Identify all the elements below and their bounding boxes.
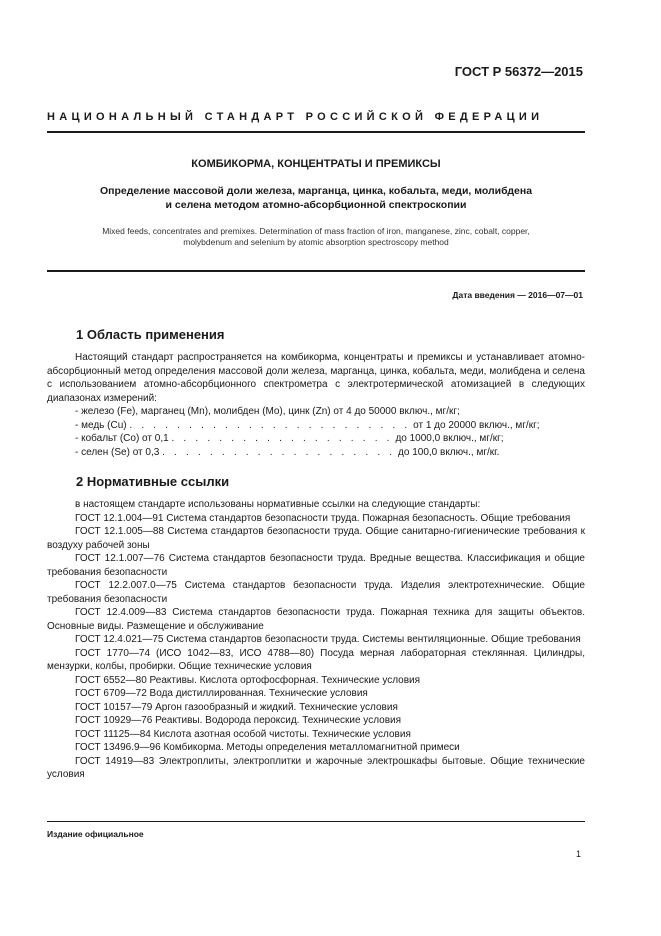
normative-reference: ГОСТ 6709—72 Вода дистиллированная. Технические условия [75, 688, 368, 699]
document-subtitle [47, 184, 585, 212]
normative-reference: ГОСТ 12.4.021—75 Система стандартов безопасности труда. Системы вентиляционные. Общие требования [75, 634, 581, 645]
normative-reference: ГОСТ 11125—84 Кислота азотная особой чистоты. Технические условия [75, 728, 411, 740]
range-label: - медь (Cu) [75, 419, 127, 431]
english-title-line-1: Mixed feeds, concentrates and premixes. Determination of mass fraction of iron, manganese, zinc, cobalt, copper, [102, 226, 530, 236]
normative-reference: ГОСТ 12.1.005—88 Система стандартов безопасности труда. Общие санитарно-гигиенические требования к воздуху рабочей зоны [47, 526, 585, 551]
section-2-body [47, 498, 585, 782]
page-number: 1 [576, 849, 582, 859]
section-1-paragraph: Настоящий стандарт распространяется на комбикорма, концентраты и премиксы и устанавливает атомно-абсорбционный метод определения массовой доли железа, марганца, цинка, кобальта, меди, молибдена и селена с использованием атомно-абсорбционного спектрометра с электротермической атомизацией в следующих диапазонах измерений: [47, 352, 585, 404]
normative-reference: ГОСТ 1770—74 (ИСО 1042—83, ИСО 4788—80) Посуда мерная лабораторная стеклянная. Цилиндры, мензурки, колбы, пробирки. Общие технические условия [47, 647, 585, 672]
normative-reference: ГОСТ 13496.9—96 Комбикорма. Методы определения металломагнитной примеси [75, 742, 460, 753]
normative-reference: ГОСТ 12.1.007—76 Система стандартов безопасности труда. Вредные вещества. Классификация и общие требования безопасности [47, 553, 585, 578]
english-title [47, 226, 585, 248]
range-label: - кобальт (Co) от 0,1 [75, 433, 169, 444]
normative-reference: ГОСТ 12.2.007.0—75 Система стандартов безопасности труда. Изделия электротехнические. Общие требования безопасности [47, 580, 585, 605]
subtitle-line-1: Определение массовой доли железа, марганца, цинка, кобальта, меди, молибдена [99, 185, 533, 197]
document-code: ГОСТ Р 56372—2015 [454, 64, 583, 79]
section-1-heading: 1 Область применения [76, 327, 225, 342]
document-title: КОМБИКОРМА, КОНЦЕНТРАТЫ И ПРЕМИКСЫ [191, 158, 441, 170]
range-item [47, 419, 585, 433]
official-edition-note: Издание официальное [47, 829, 144, 839]
introduction-date: Дата введения — 2016—07—01 [452, 290, 583, 300]
normative-reference: ГОСТ 10157—79 Аргон газообразный и жидкий. Технические условия [75, 701, 398, 713]
section-1-body [47, 351, 585, 459]
range-leader-dots: . . . . . . . . . . . . . . . . . . . . . . . . [129, 419, 411, 431]
range-value: до 1000,0 включ., мг/кг; [395, 433, 504, 444]
english-title-line-2: molybdenum and selenium by atomic absorption spectroscopy method [183, 237, 449, 247]
footer-divider [47, 821, 585, 822]
range-leader-dots: . . . . . . . . . . . . . . . . . . . [171, 433, 393, 444]
section-2-intro: в настоящем стандарте использованы нормативные ссылки на следующие стандарты: [75, 499, 481, 510]
range-item [47, 405, 585, 419]
range-label: - селен (Se) от 0,3 [75, 446, 160, 458]
normative-reference: ГОСТ 12.1.004—91 Система стандартов безопасности труда. Пожарная безопасность. Общие требования [75, 512, 571, 524]
range-value: до 100,0 включ., мг/кг. [398, 446, 500, 458]
subtitle-line-2: и селена методом атомно-абсорбционной спектроскопии [165, 199, 467, 211]
range-value: от 1 до 20000 включ., мг/кг; [413, 419, 540, 431]
title-divider [47, 270, 585, 272]
normative-reference: ГОСТ 6552—80 Реактивы. Кислота ортофосфорная. Технические условия [75, 674, 421, 686]
section-2-heading: 2 Нормативные ссылки [76, 474, 230, 489]
normative-reference: ГОСТ 14919—83 Электроплиты, электроплитки и жарочные электрошкафы бытовые. Общие технические условия [47, 755, 585, 780]
national-standard-banner: НАЦИОНАЛЬНЫЙ СТАНДАРТ РОССИЙСКОЙ ФЕДЕРАЦИИ [47, 111, 544, 123]
range-item [47, 446, 585, 460]
range-item [47, 432, 585, 446]
range-label: - железо (Fe), марганец (Mn), молибден (Mo), цинк (Zn) от 4 до 50000 включ., мг/кг; [75, 406, 460, 417]
normative-reference: ГОСТ 10929—76 Реактивы. Водорода пероксид. Технические условия [75, 715, 402, 726]
range-leader-dots: . . . . . . . . . . . . . . . . . . . . [162, 446, 396, 458]
header-divider [47, 131, 585, 133]
normative-reference: ГОСТ 12.4.009—83 Система стандартов безопасности труда. Пожарная техника для защиты объектов. Основные виды. Размещение и обслуживание [47, 607, 585, 632]
